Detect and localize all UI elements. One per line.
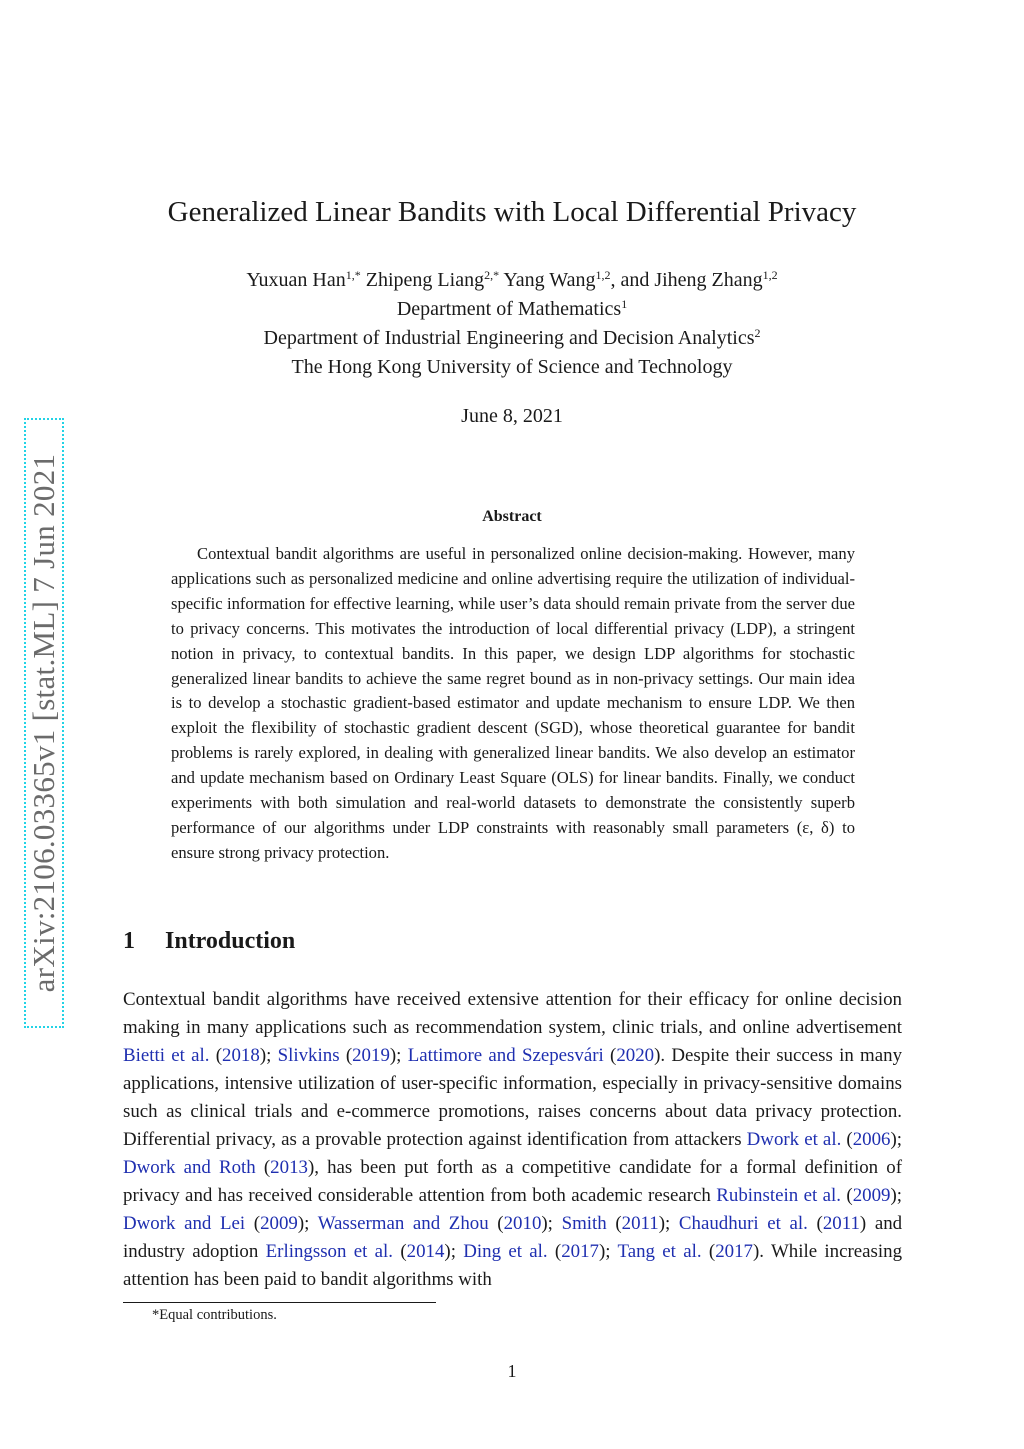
citation-link[interactable]: 2017 xyxy=(715,1241,753,1262)
author-name: Jiheng Zhang xyxy=(654,269,763,291)
intro-text: ); xyxy=(890,1129,903,1150)
citation-link[interactable]: 2010 xyxy=(503,1213,542,1234)
intro-text: ); xyxy=(259,1045,278,1066)
author-name: Zhipeng Liang xyxy=(365,269,485,291)
section-title: Introduction xyxy=(165,928,296,954)
intro-text: ) and industry adoption xyxy=(123,1213,903,1262)
intro-text: ( xyxy=(840,1185,853,1206)
footnote: *Equal contributions. xyxy=(152,1307,277,1323)
citation-link[interactable]: 2011 xyxy=(822,1213,860,1234)
affiliation-text: Department of Mathematics xyxy=(396,298,622,320)
author-block xyxy=(0,266,1024,382)
intro-text: ), has been put forth as a competitive candidate for a formal definition of privacy and has received considerable attention from both academic research xyxy=(123,1157,902,1206)
author-name: Yang Wang xyxy=(503,269,596,291)
intro-text: ); xyxy=(599,1241,618,1262)
affiliation-superscript: 1 xyxy=(621,297,628,311)
abstract-heading: Abstract xyxy=(482,508,542,525)
intro-text: ( xyxy=(606,1213,622,1234)
intro-text: ); xyxy=(541,1213,562,1234)
citation-link[interactable]: Dwork et al. xyxy=(746,1129,842,1150)
intro-text: ( xyxy=(255,1157,271,1178)
citation-link[interactable]: Wasserman and Zhou xyxy=(317,1213,489,1234)
intro-text: ); xyxy=(297,1213,318,1234)
citation-link[interactable]: 2020 xyxy=(616,1045,655,1066)
page-number: 1 xyxy=(507,1361,517,1381)
citation-link[interactable]: Erlingsson et al. xyxy=(265,1241,394,1262)
intro-text: ( xyxy=(339,1045,353,1066)
paper-title: Generalized Linear Bandits with Local Differential Privacy xyxy=(167,196,857,228)
citation-link[interactable]: Dwork and Roth xyxy=(123,1157,256,1178)
intro-text: Contextual bandit algorithms have received extensive attention for their efficacy for online decision making in many applications such as recommendation system, clinic trials, and online advertisement xyxy=(123,989,902,1038)
citation-link[interactable]: 2018 xyxy=(222,1045,260,1066)
intro-text: ( xyxy=(701,1241,716,1262)
citation-link[interactable]: Slivkins xyxy=(277,1045,340,1066)
intro-text: ). Despite their success in many applications, intensive utilization of user-specific information, especially in privacy-sensitive domains such as clinical trials and e-commerce promotions, raises concerns about data privacy protection. Differential privacy, as a provable protection against identification from attackers xyxy=(123,1045,903,1150)
affiliation-superscript: 2 xyxy=(754,326,761,340)
affiliation xyxy=(0,295,1024,324)
intro-text: ); xyxy=(890,1185,903,1206)
intro-text: ). While increasing attention has been paid to bandit algorithms with xyxy=(123,1241,903,1290)
intro-text: ( xyxy=(245,1213,261,1234)
intro-text: ( xyxy=(603,1045,617,1066)
intro-text: ); xyxy=(389,1045,408,1066)
citation-link[interactable]: Dwork and Lei xyxy=(123,1213,246,1234)
citation-link[interactable]: Chaudhuri et al. xyxy=(678,1213,808,1234)
affiliation xyxy=(0,353,1024,382)
citation-link[interactable]: 2009 xyxy=(852,1185,891,1206)
author-superscript: 2,* xyxy=(484,268,500,282)
citation-link[interactable]: Tang et al. xyxy=(617,1241,702,1262)
citation-link[interactable]: Bietti et al. xyxy=(123,1045,210,1066)
author-superscript: 1,* xyxy=(345,268,361,282)
citation-link[interactable]: 2011 xyxy=(621,1213,659,1234)
intro-text: ( xyxy=(209,1045,223,1066)
footnote-divider xyxy=(123,1302,436,1303)
citation-link[interactable]: 2014 xyxy=(406,1241,445,1262)
citation-link[interactable]: 2017 xyxy=(561,1241,599,1262)
author-separator: , and xyxy=(610,269,655,291)
intro-text: ( xyxy=(547,1241,562,1262)
citation-link[interactable]: 2019 xyxy=(352,1045,390,1066)
introduction-paragraph xyxy=(123,986,902,1294)
intro-text: ); xyxy=(658,1213,679,1234)
author-name: Yuxuan Han xyxy=(246,269,346,291)
abstract-text: Contextual bandit algorithms are useful in personalized online decision-making. However, many applications such as personalized medicine and online advertising require the utilization of individual-specific information for effective learning, while user’s data should remain private from the server due to privacy concerns. This motivates the introduction of local differential privacy (LDP), a stringent notion in privacy, to contextual bandits. In this paper, we design LDP algorithms for stochastic generalized linear bandits to achieve the same regret bound as in non-privacy settings. Our main idea is to develop a stochastic gradient-based estimator and update mechanism to ensure LDP. We then exploit the flexibility of stochastic gradient descent (SGD), whose theoretical guarantee for bandit problems is rarely explored, in dealing with generalized linear bandits. We also develop an estimator and update mechanism based on Ordinary Least Square (OLS) for linear bandits. Finally, we conduct experiments with both simulation and real-world datasets to demonstrate the consistently superb performance of our algorithms under LDP constraints with reasonably small parameters (ε, δ) to ensure strong privacy protection. xyxy=(171,544,855,862)
intro-text: ); xyxy=(444,1241,464,1262)
citation-link[interactable]: Lattimore and Szepesvári xyxy=(407,1045,604,1066)
affiliation xyxy=(0,324,1024,353)
citation-link[interactable]: 2006 xyxy=(852,1129,891,1150)
citation-link[interactable]: 2009 xyxy=(260,1213,298,1234)
paper-date: June 8, 2021 xyxy=(461,405,563,427)
citation-link[interactable]: Smith xyxy=(561,1213,607,1234)
author-superscript: 1,2 xyxy=(595,268,611,282)
intro-text: ( xyxy=(841,1129,853,1150)
intro-text: ( xyxy=(393,1241,407,1262)
affiliation-text: Department of Industrial Engineering and Decision Analytics xyxy=(263,327,755,349)
affiliation-text: The Hong Kong University of Science and Technology xyxy=(291,356,733,378)
intro-text: ( xyxy=(807,1213,823,1234)
citation-link[interactable]: Ding et al. xyxy=(463,1241,548,1262)
citation-link[interactable]: Rubinstein et al. xyxy=(716,1185,841,1206)
arxiv-stamp: arXiv:2106.03365v1 [stat.ML] 7 Jun 2021 xyxy=(26,453,61,993)
author-list xyxy=(0,266,1024,295)
citation-link[interactable]: 2013 xyxy=(270,1157,308,1178)
intro-text: ( xyxy=(488,1213,504,1234)
author-superscript: 1,2 xyxy=(762,268,778,282)
section-number: 1 xyxy=(123,928,135,954)
section-heading xyxy=(123,928,295,955)
